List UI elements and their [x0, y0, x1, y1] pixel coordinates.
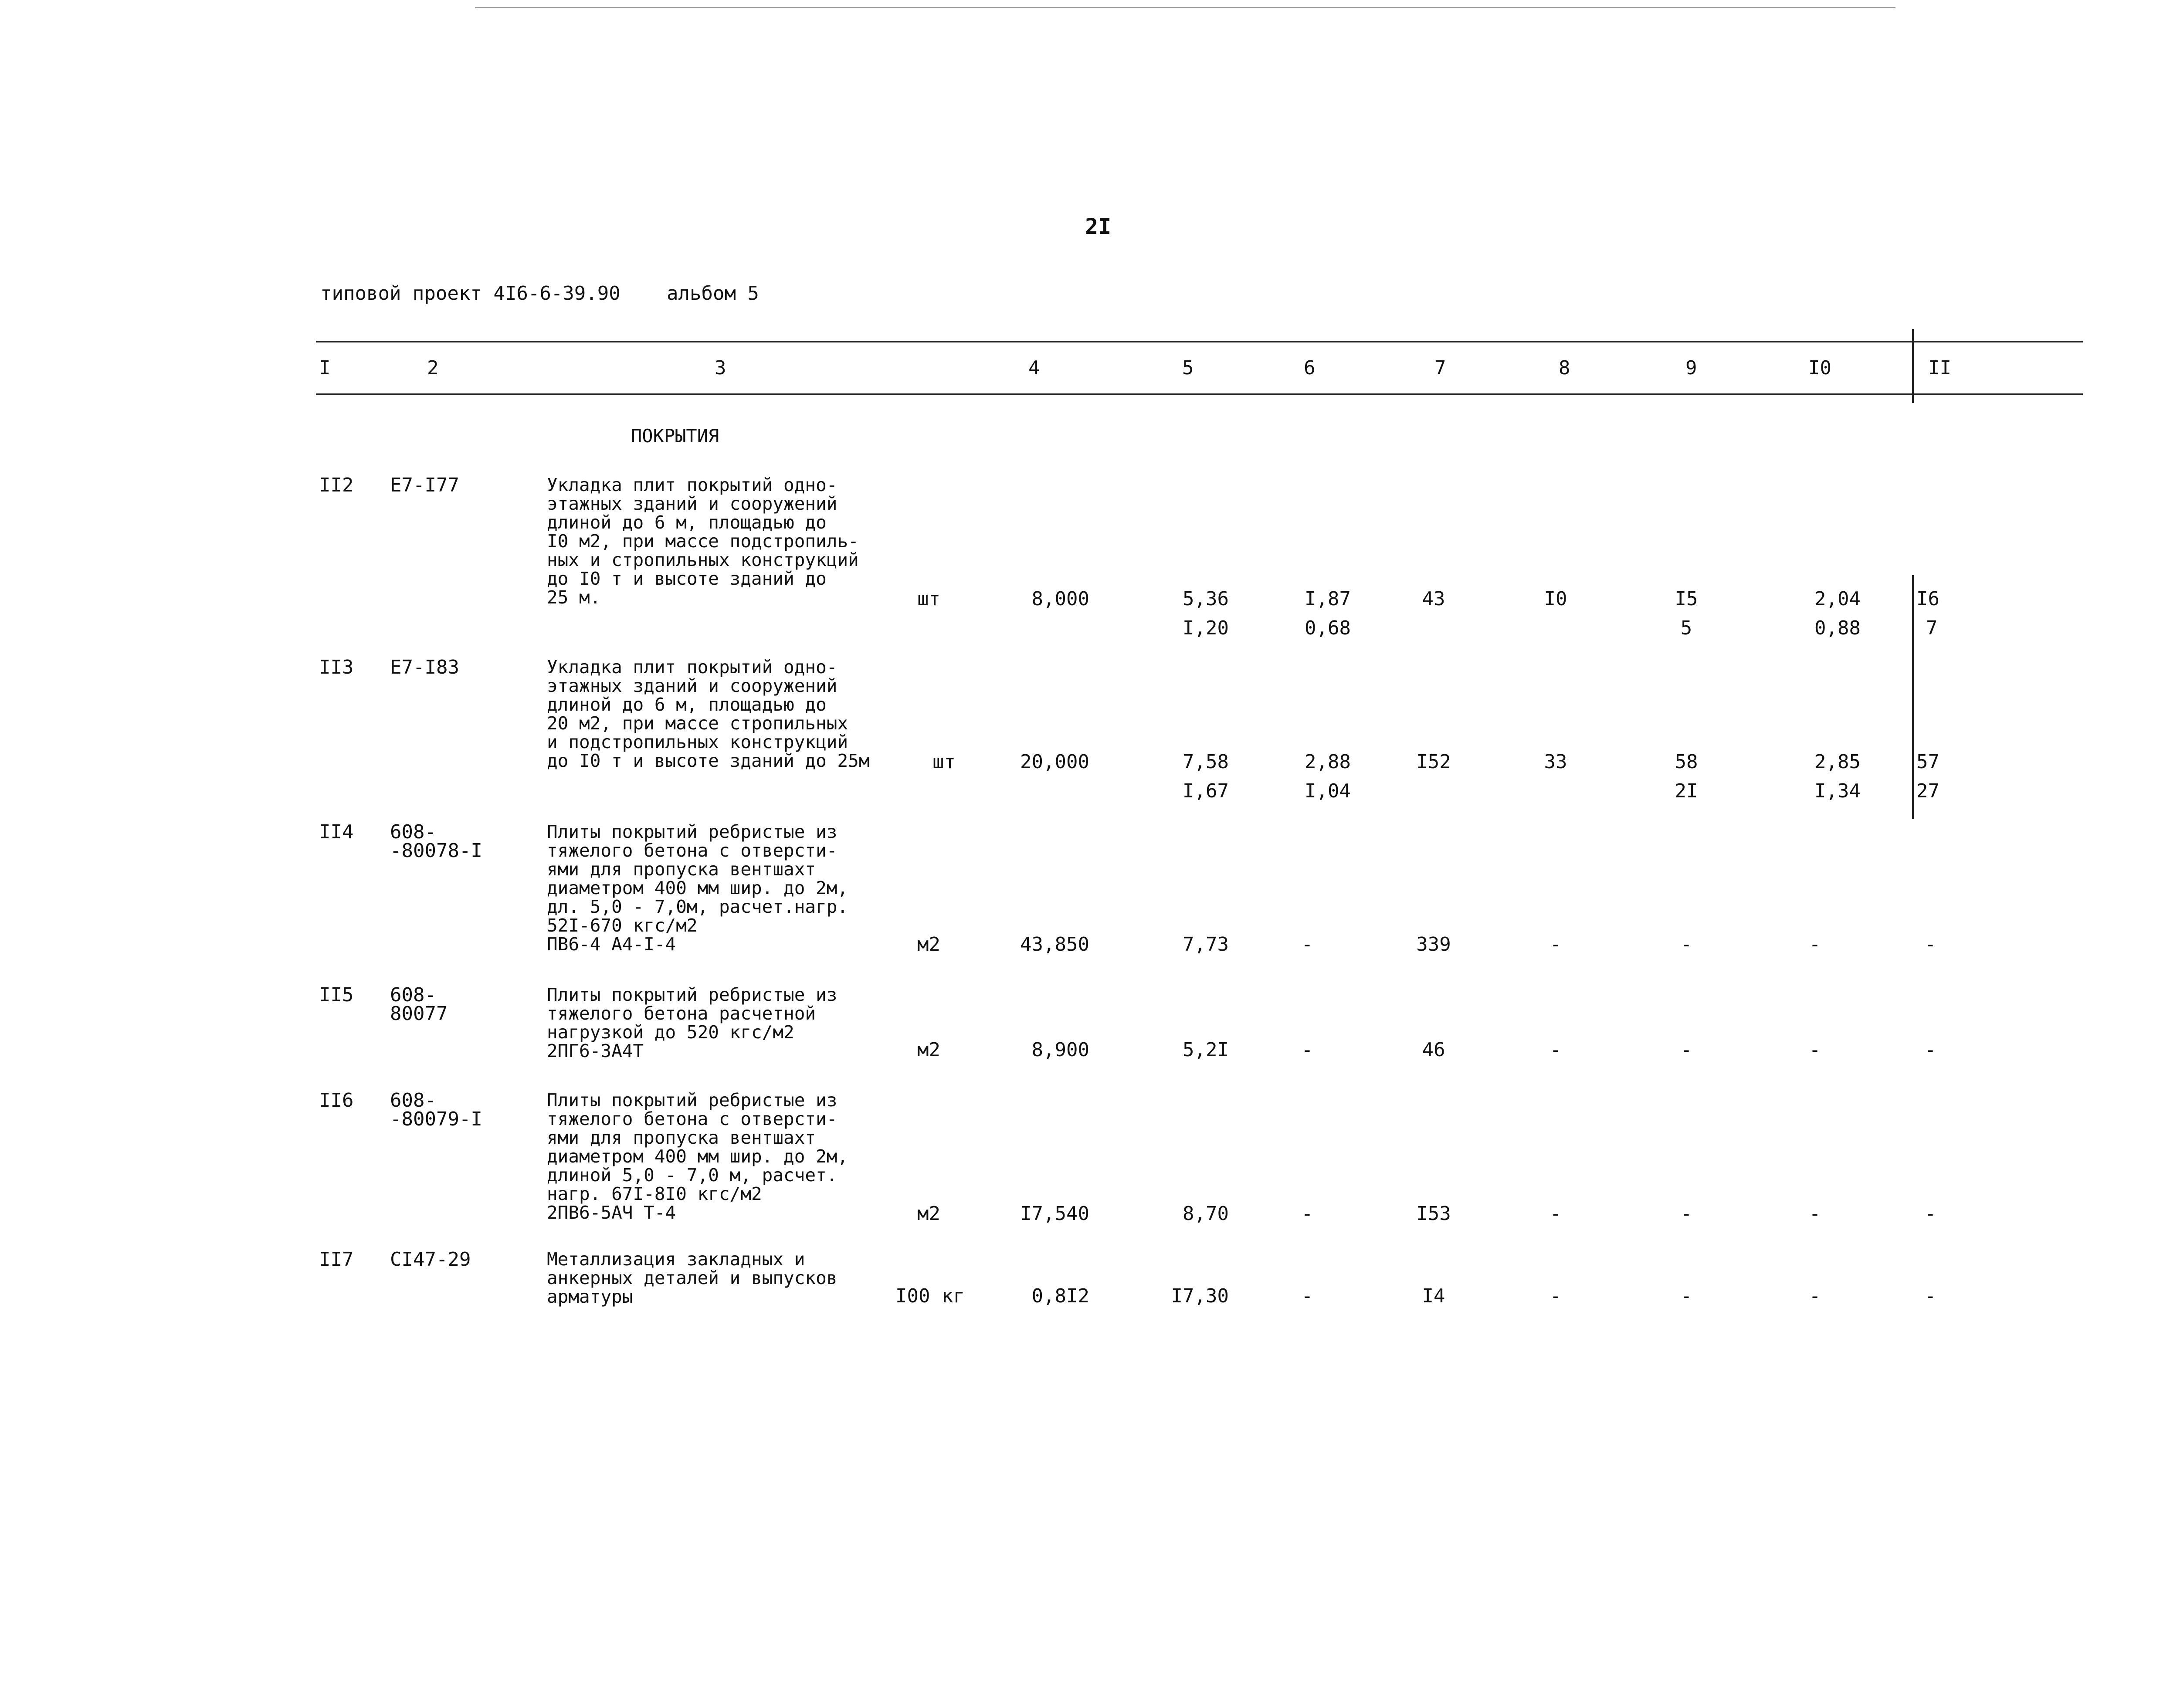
row-number: II3 — [319, 656, 354, 678]
column-header-9: 9 — [1685, 357, 1697, 379]
cell-col8: - — [1550, 1203, 1562, 1225]
cell-col5: 8,70 — [1183, 1203, 1229, 1225]
cell-col10-line2: 0,88 — [1814, 617, 1861, 639]
row-number: II2 — [319, 474, 354, 496]
cell-col9-line1: I5 — [1675, 588, 1698, 610]
cell-col11-line1: 57 — [1916, 751, 1939, 773]
cell-col6: - — [1301, 1285, 1313, 1307]
cell-col9: - — [1680, 933, 1692, 956]
row-code: 608- 80077 — [390, 984, 448, 1025]
row-unit: шт — [932, 751, 956, 773]
row-description: Укладка плит покрытий одно- этажных зданий и сооружений длиной до 6 м, площадью до 20 м2, при массе стропильных и подстропильных конструкций до I0 т и высоте зданий до 25м — [547, 657, 870, 771]
cell-col5: 5,2I — [1183, 1039, 1229, 1061]
cell-col5-line2: I,20 — [1183, 617, 1229, 639]
column-header-10: I0 — [1808, 357, 1831, 379]
row-description: Металлизация закладных и анкерных деталей и выпусков арматуры — [547, 1249, 837, 1307]
header-top-rule — [316, 341, 2083, 342]
cell-col10: - — [1809, 1203, 1821, 1225]
row-quantity: 0,8I2 — [1031, 1285, 1089, 1307]
row-quantity: 20,000 — [1020, 751, 1089, 773]
cell-col9: - — [1680, 1285, 1692, 1307]
row-unit: м2 — [917, 1039, 940, 1061]
row-description: Плиты покрытий ребристые из тяжелого бетона расчетной нагрузкой до 520 кгс/м2 2ПГ6-3А4Т — [547, 984, 837, 1061]
cell-col10: - — [1809, 1039, 1821, 1061]
cell-col9-line1: 58 — [1675, 751, 1698, 773]
cell-col11: - — [1924, 1039, 1936, 1061]
cell-col5-line2: I,67 — [1183, 780, 1229, 802]
cell-col11: - — [1924, 1203, 1936, 1225]
cell-col9-line2: 5 — [1680, 617, 1692, 639]
cell-col11-line2: 7 — [1926, 617, 1938, 639]
row-description: Укладка плит покрытий одно- этажных зданий и сооружений длиной до 6 м, площадью до I0 м2, при массе подстропиль- ных и стропильных конструкций до I0 т и высоте зданий до 25 м. — [547, 474, 859, 608]
row-code: Е7-I83 — [390, 656, 459, 678]
cell-col5-line1: 7,58 — [1183, 751, 1229, 773]
cell-col7: 46 — [1422, 1039, 1445, 1061]
cell-col11-line1: I6 — [1916, 588, 1939, 610]
project-title: типовой проект 4I6-6-39.90 — [320, 282, 620, 305]
cell-col8: - — [1550, 1039, 1562, 1061]
page-number: 2I — [1085, 214, 1112, 239]
cell-col6-line2: 0,68 — [1305, 617, 1351, 639]
section-title: ПОКРЫТИЯ — [631, 425, 719, 447]
cell-col5-line1: 5,36 — [1183, 588, 1229, 610]
cell-col6-line1: 2,88 — [1305, 751, 1351, 773]
column-header-7: 7 — [1434, 357, 1446, 379]
cell-col10: - — [1809, 933, 1821, 956]
row-code: Е7-I77 — [390, 474, 459, 496]
cell-col8: I0 — [1544, 588, 1567, 610]
cell-col7: 339 — [1416, 933, 1451, 956]
cell-col6: - — [1301, 1203, 1313, 1225]
row-quantity: 8,000 — [1031, 588, 1089, 610]
column-header-6: 6 — [1304, 357, 1316, 379]
cell-col6: - — [1301, 1039, 1313, 1061]
column-11-separator-body — [1912, 575, 1914, 819]
header-bottom-rule — [316, 393, 2083, 395]
cell-col9: - — [1680, 1039, 1692, 1061]
cell-col8: - — [1550, 933, 1562, 956]
cell-col11-line2: 27 — [1916, 780, 1939, 802]
column-header-3: 3 — [715, 357, 726, 379]
cell-col10-line1: 2,04 — [1814, 588, 1861, 610]
row-number: II6 — [319, 1089, 354, 1112]
column-header-5: 5 — [1182, 357, 1194, 379]
row-code: СI47-29 — [390, 1248, 471, 1271]
cell-col7: I53 — [1416, 1203, 1451, 1225]
cell-col8: 33 — [1544, 751, 1567, 773]
row-code: 608- -80078-I — [390, 821, 482, 862]
cell-col9-line2: 2I — [1675, 780, 1698, 802]
cell-col5: 7,73 — [1183, 933, 1229, 956]
cell-col10-line2: I,34 — [1814, 780, 1861, 802]
column-header-4: 4 — [1028, 357, 1040, 379]
row-quantity: 43,850 — [1020, 933, 1089, 956]
row-description: Плиты покрытий ребристые из тяжелого бетона с отверсти- ями для пропуска вентшахт диаметром 400 мм шир. до 2м, дл. 5,0 - 7,0м, расчет.нагр. 52I-670 кгс/м2 ПВ6-4 А4-I-4 — [547, 821, 848, 955]
column-header-1: I — [319, 357, 331, 379]
column-header-11: II — [1928, 357, 1951, 379]
cell-col6-line1: I,87 — [1305, 588, 1351, 610]
cell-col11: - — [1924, 933, 1936, 956]
cell-col7: I52 — [1416, 751, 1451, 773]
row-number: II7 — [319, 1248, 354, 1271]
top-scan-line — [475, 7, 1895, 8]
row-number: II5 — [319, 984, 354, 1006]
row-quantity: 8,900 — [1031, 1039, 1089, 1061]
column-header-2: 2 — [427, 357, 439, 379]
cell-col7: 43 — [1422, 588, 1445, 610]
cell-col9: - — [1680, 1203, 1692, 1225]
row-unit: шт — [917, 588, 940, 610]
row-unit: м2 — [917, 933, 940, 956]
cell-col6: - — [1301, 933, 1313, 956]
row-number: II4 — [319, 821, 354, 843]
cell-col6-line2: I,04 — [1305, 780, 1351, 802]
row-code: 608- -80079-I — [390, 1089, 482, 1130]
cell-col7: I4 — [1422, 1285, 1445, 1307]
column-header-8: 8 — [1559, 357, 1570, 379]
album-label: альбом 5 — [667, 282, 759, 305]
cell-col11: - — [1924, 1285, 1936, 1307]
cell-col8: - — [1550, 1285, 1562, 1307]
row-unit: м2 — [917, 1203, 940, 1225]
column-11-separator-header — [1912, 329, 1914, 403]
cell-col5: I7,30 — [1171, 1285, 1229, 1307]
row-unit: I00 кг — [895, 1285, 965, 1307]
cell-col10: - — [1809, 1285, 1821, 1307]
row-description: Плиты покрытий ребристые из тяжелого бетона с отверсти- ями для пропуска вентшахт диаметром 400 мм шир. до 2м, длиной 5,0 - 7,0 м, расчет. нагр. 67I-8I0 кгс/м2 2ПВ6-5АЧ Т-4 — [547, 1090, 848, 1223]
cell-col10-line1: 2,85 — [1814, 751, 1861, 773]
row-quantity: I7,540 — [1020, 1203, 1089, 1225]
